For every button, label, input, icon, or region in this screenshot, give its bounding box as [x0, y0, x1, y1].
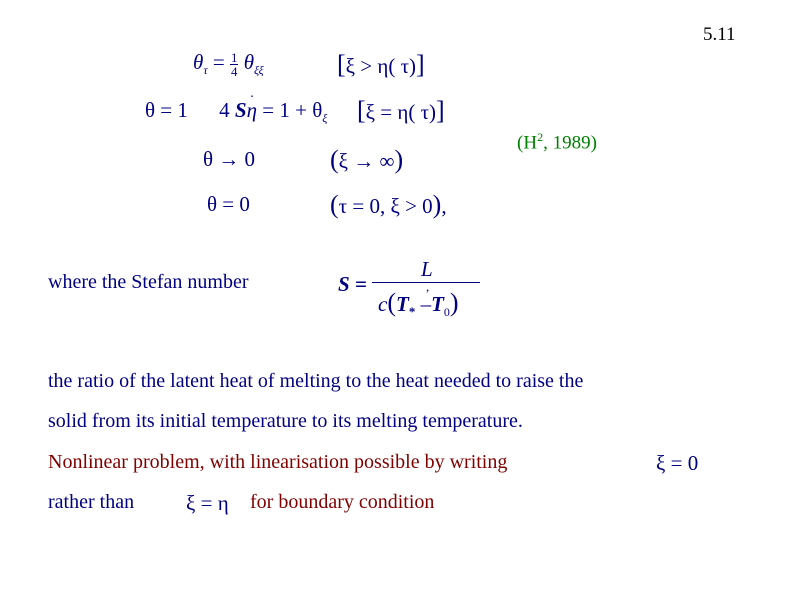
- stefan-intro-text: where the Stefan number: [48, 271, 249, 293]
- stefan-comma: ,: [426, 279, 430, 294]
- theta-equals-one: θ = 1: [145, 98, 188, 122]
- stefan-denominator: $c(T_*$ $-T_0$): [378, 288, 459, 320]
- xi-subscript: ξ: [322, 111, 328, 126]
- boundary-condition: [ξ = η( τ)]: [357, 96, 445, 125]
- equals-sign: =: [212, 50, 225, 74]
- fraction-numerator: 1: [230, 49, 238, 65]
- pde-equation: [193, 50, 264, 78]
- rhs-expression: = 1 + θ: [262, 98, 323, 122]
- original-condition: ξ = η: [186, 491, 229, 515]
- body-line-4-start: rather than: [48, 491, 135, 513]
- eta-dot-symbol: η .: [246, 86, 258, 122]
- xi-xi-subscript: ξξ: [254, 63, 264, 78]
- trailing-comma: ,: [441, 194, 447, 218]
- stefan-condition-equation: [145, 86, 328, 126]
- far-field-condition: (ξ → ∞): [330, 145, 404, 174]
- condition-text: τ = 0, ξ > 0: [338, 194, 433, 218]
- linearised-condition: ξ = 0: [656, 451, 699, 475]
- theta-symbol-rhs: θ: [243, 50, 255, 74]
- citation: ($H^2$, 1989): [517, 130, 597, 154]
- stefan-symbol: S: [234, 98, 247, 122]
- initial-equation: θ = 0: [207, 192, 250, 216]
- body-line-4-end: for boundary condition: [250, 491, 435, 513]
- body-line-3: Nonlinear problem, with linearisation possible by writing: [48, 451, 508, 473]
- far-field-equation: θ → 0: [203, 147, 256, 171]
- stefan-lhs: S =: [338, 272, 367, 296]
- body-line-2: solid from its initial temperature to its melting temperature.: [48, 410, 523, 432]
- theta-symbol: θ: [193, 50, 204, 74]
- quarter-fraction: [230, 51, 239, 78]
- pde-domain-condition: [ξ > η( τ)]: [337, 50, 425, 79]
- slide-number: 5.11: [703, 24, 736, 45]
- condition-text: ξ = η( τ): [365, 100, 437, 124]
- body-line-1: the ratio of the latent heat of melting to the heat needed to raise the: [48, 370, 584, 392]
- fraction-denominator: 4: [230, 63, 238, 79]
- initial-condition: (τ = 0, ξ > 0),: [330, 190, 447, 219]
- stefan-numerator: L: [421, 257, 433, 281]
- tau-subscript: τ: [203, 63, 208, 78]
- coefficient-four: 4: [219, 98, 230, 122]
- condition-text: ξ > η( τ): [345, 54, 417, 78]
- condition-text: ξ → ∞: [338, 149, 395, 173]
